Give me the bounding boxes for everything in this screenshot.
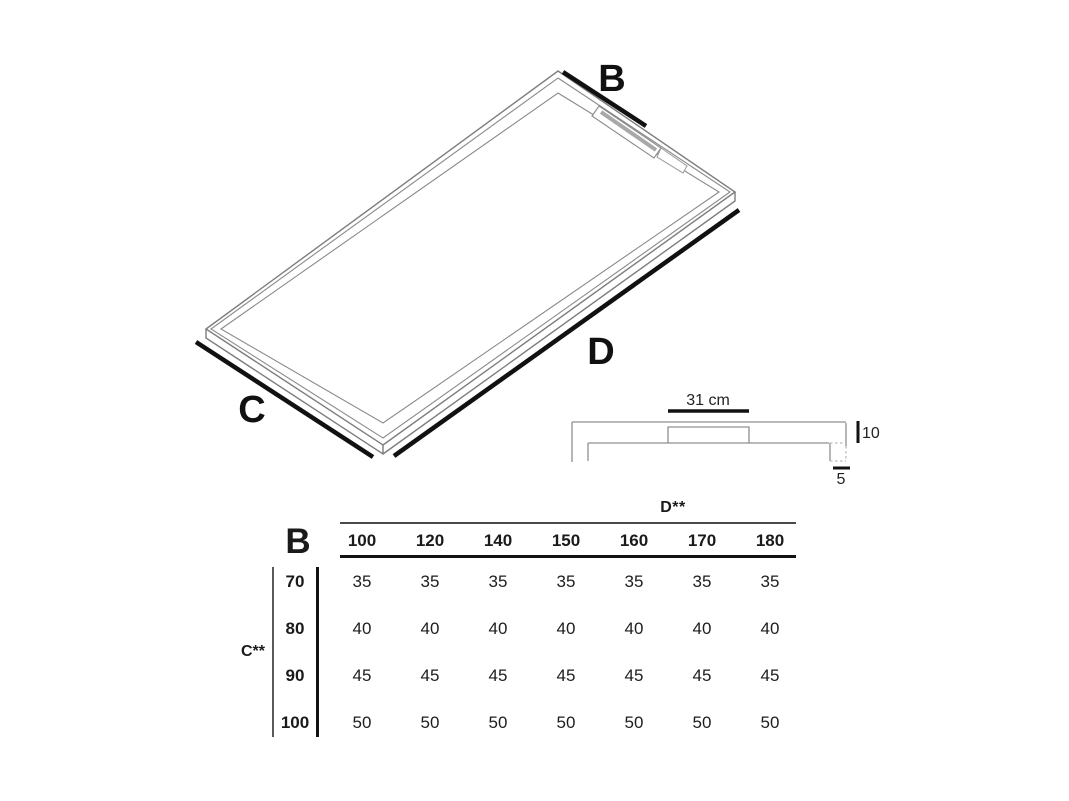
col-header: 140 [483, 531, 513, 550]
width-dimension-label: 31 cm [686, 392, 730, 409]
tray-isometric-view [196, 58, 739, 457]
tray-profile-view [572, 392, 880, 488]
table-cell: 45 [692, 666, 712, 685]
table-body [328, 558, 804, 746]
row-header: 90 [285, 666, 305, 685]
table-cell: 50 [352, 713, 372, 732]
lip-dimension-label: 5 [836, 471, 846, 488]
table-cell: 40 [760, 619, 780, 638]
table-cell: 50 [420, 713, 440, 732]
col-header: 120 [415, 531, 445, 550]
label-d: D [587, 331, 615, 373]
col-header: 160 [619, 531, 649, 550]
table-cell: 40 [556, 619, 576, 638]
row-header: 70 [285, 572, 305, 591]
table-cell: 35 [760, 572, 780, 591]
table-cell: 35 [488, 572, 508, 591]
table-cell: 45 [760, 666, 780, 685]
table-cell: 50 [760, 713, 780, 732]
height-dimension-label: 10 [862, 425, 880, 442]
table-cell: 35 [352, 572, 372, 591]
row-header: 100 [280, 713, 310, 732]
col-header: 180 [755, 531, 785, 550]
table-cell: 45 [352, 666, 372, 685]
table-cell: 50 [624, 713, 644, 732]
table-cell: 40 [692, 619, 712, 638]
col-header: 150 [551, 531, 581, 550]
row-axis-label: C** [240, 643, 265, 660]
row-headers [273, 558, 317, 746]
row-header: 80 [285, 619, 305, 638]
table-cell: 35 [624, 572, 644, 591]
table-cell: 40 [352, 619, 372, 638]
profile-drain-box [668, 427, 749, 443]
header-top-rule [340, 522, 796, 524]
table-cell: 50 [488, 713, 508, 732]
table-cell: 45 [420, 666, 440, 685]
table-cell: 45 [556, 666, 576, 685]
table-cell: 45 [624, 666, 644, 685]
table-cell: 45 [488, 666, 508, 685]
table-cell: 40 [624, 619, 644, 638]
profile-outer-outline [572, 422, 846, 462]
table-cell: 35 [692, 572, 712, 591]
label-b: B [598, 58, 626, 100]
table-cell: 50 [692, 713, 712, 732]
label-c: C [238, 389, 266, 431]
column-headers [328, 528, 804, 554]
table-cell: 40 [420, 619, 440, 638]
profile-step-dotted [830, 443, 846, 461]
table-cell: 50 [556, 713, 576, 732]
table-b-label: B [285, 522, 311, 561]
table-cell: 40 [488, 619, 508, 638]
col-header: 100 [347, 531, 377, 550]
profile-inner-outline [588, 443, 829, 461]
table-cell: 35 [556, 572, 576, 591]
table-cell: 35 [420, 572, 440, 591]
col-header: 170 [687, 531, 717, 550]
column-axis-label: D** [660, 499, 686, 516]
